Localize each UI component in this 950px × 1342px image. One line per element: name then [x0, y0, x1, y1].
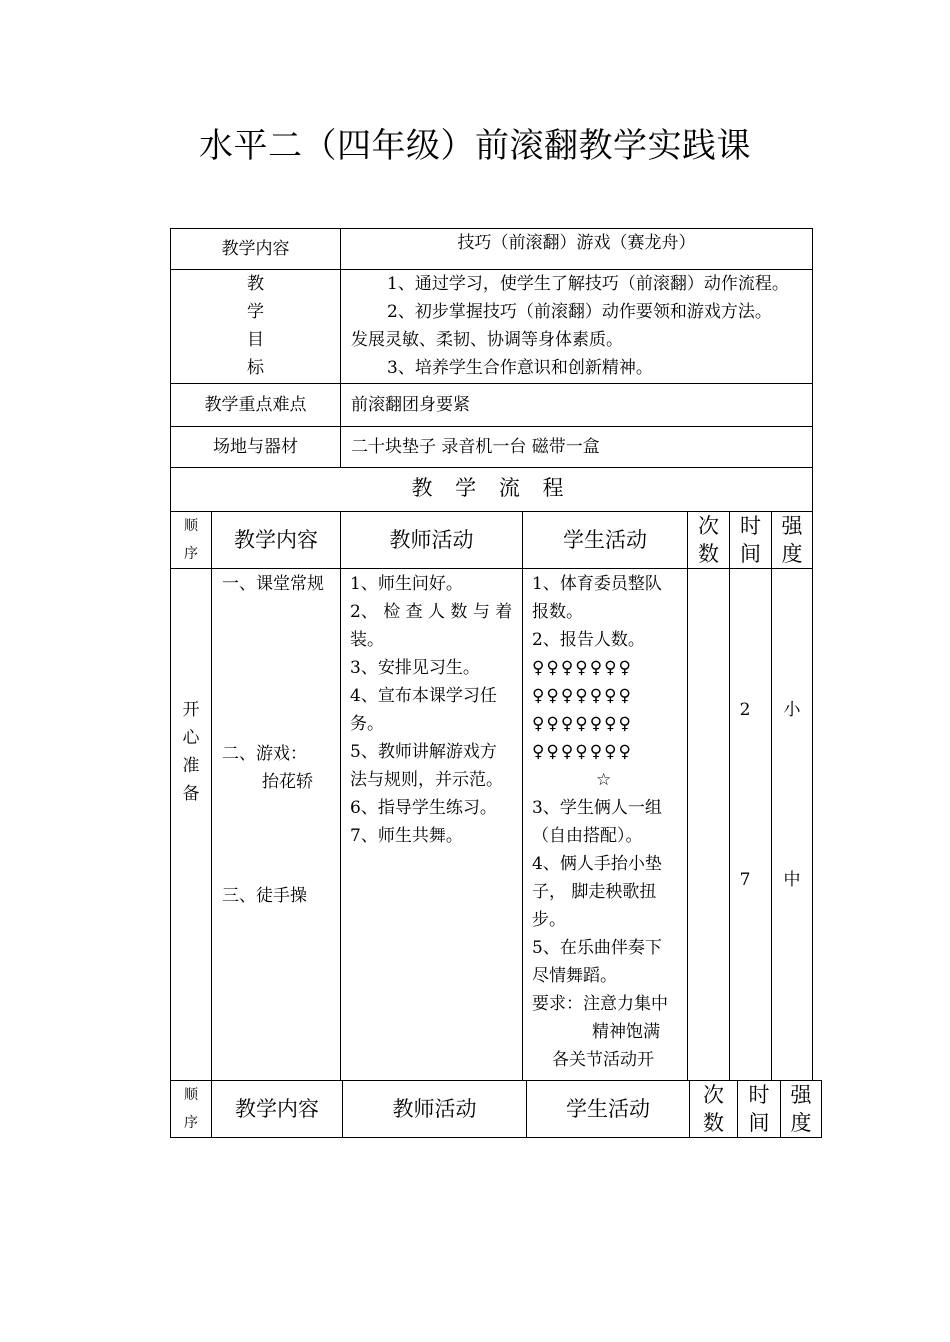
content-item-routine: 一、课堂常规	[222, 574, 324, 594]
goal-label: 教 学 目 标	[247, 274, 264, 378]
header-times: 次 数	[698, 514, 719, 566]
header-content-repeat: 教学内容	[235, 1097, 319, 1121]
content-label: 教学内容	[221, 239, 290, 259]
header-order-repeat: 顺 序	[184, 1087, 198, 1131]
header-teacher: 教师活动	[389, 528, 474, 552]
header-times-repeat: 次 数	[703, 1083, 724, 1135]
venue-value: 二十块垫子 录音机一台 磁带一盒	[351, 437, 600, 457]
formation-row: ♀♀♀♀♀♀♀	[532, 742, 633, 762]
formation-row: ♀♀♀♀♀♀♀	[532, 658, 633, 678]
content-item-game-name: 抬花轿	[262, 772, 313, 792]
formation-row: ♀♀♀♀♀♀♀	[532, 714, 633, 734]
content-item-game: 二、游戏：	[222, 744, 307, 764]
header-student: 学生活动	[563, 528, 647, 552]
header-intensity: 强 度	[781, 514, 803, 566]
header-duration: 时 间	[740, 514, 761, 566]
key-value: 前滚翻团身要紧	[351, 395, 470, 415]
key-label: 教学重点难点	[204, 395, 307, 415]
header-content: 教学内容	[234, 528, 318, 552]
formation-row: ♀♀♀♀♀♀♀	[532, 686, 633, 706]
goal-text: 1、通过学习，使学生了解技巧（前滚翻）动作流程。 2、初步掌握技巧（前滚翻）动作要领和游戏方法。 发展灵敏、柔韧、协调等身体素质。 3、培养学生合作意识和创新精神。	[351, 274, 789, 378]
header-student-repeat: 学生活动	[566, 1097, 650, 1121]
header-duration-repeat: 时 间	[748, 1083, 770, 1135]
content-value: 技巧（前滚翻）游戏（赛龙舟）	[457, 233, 696, 253]
teacher-activities: 1、师生问好。 2、 检 查 人 数 与 着 装。 3、安排见习生。 4、宣布本课学习任 务。 5、教师讲解游戏方 法与规则，并示范。 6、指导学生练习。 7、师生共舞。	[350, 574, 513, 846]
header-intensity-repeat: 强 度	[790, 1083, 812, 1135]
content-item-exercise: 三、徒手操	[222, 886, 307, 906]
page-title: 水平二（四年级）前滚翻教学实践课	[199, 126, 751, 166]
duration-value-1: 2	[739, 700, 751, 720]
header-order: 顺 序	[184, 518, 198, 562]
intensity-value-1: 小	[783, 700, 801, 720]
section-name: 开 心 准 备	[182, 700, 200, 804]
duration-value-2: 7	[739, 870, 751, 890]
flow-title: 教 学 流 程	[411, 476, 572, 500]
header-teacher-repeat: 教师活动	[392, 1097, 477, 1121]
teacher-star-icon: ☆	[596, 770, 612, 790]
venue-label: 场地与器材	[213, 437, 298, 457]
student-activities: 1、体育委员整队 报数。 2、报告人数。 ♀♀♀♀♀♀♀ ♀♀♀♀♀♀♀ ♀♀♀♀♀♀♀ ♀♀♀♀♀♀♀ ☆ 3、学生俩人一组 （自由搭配）。 4、俩人手抬小垫 子， 脚走秧歌扭 步。 5、在乐曲伴奏下 尽情舞蹈。 要求：注意力集中 精神饱满 各关节活动开	[532, 574, 668, 1070]
intensity-value-2: 中	[783, 870, 801, 890]
